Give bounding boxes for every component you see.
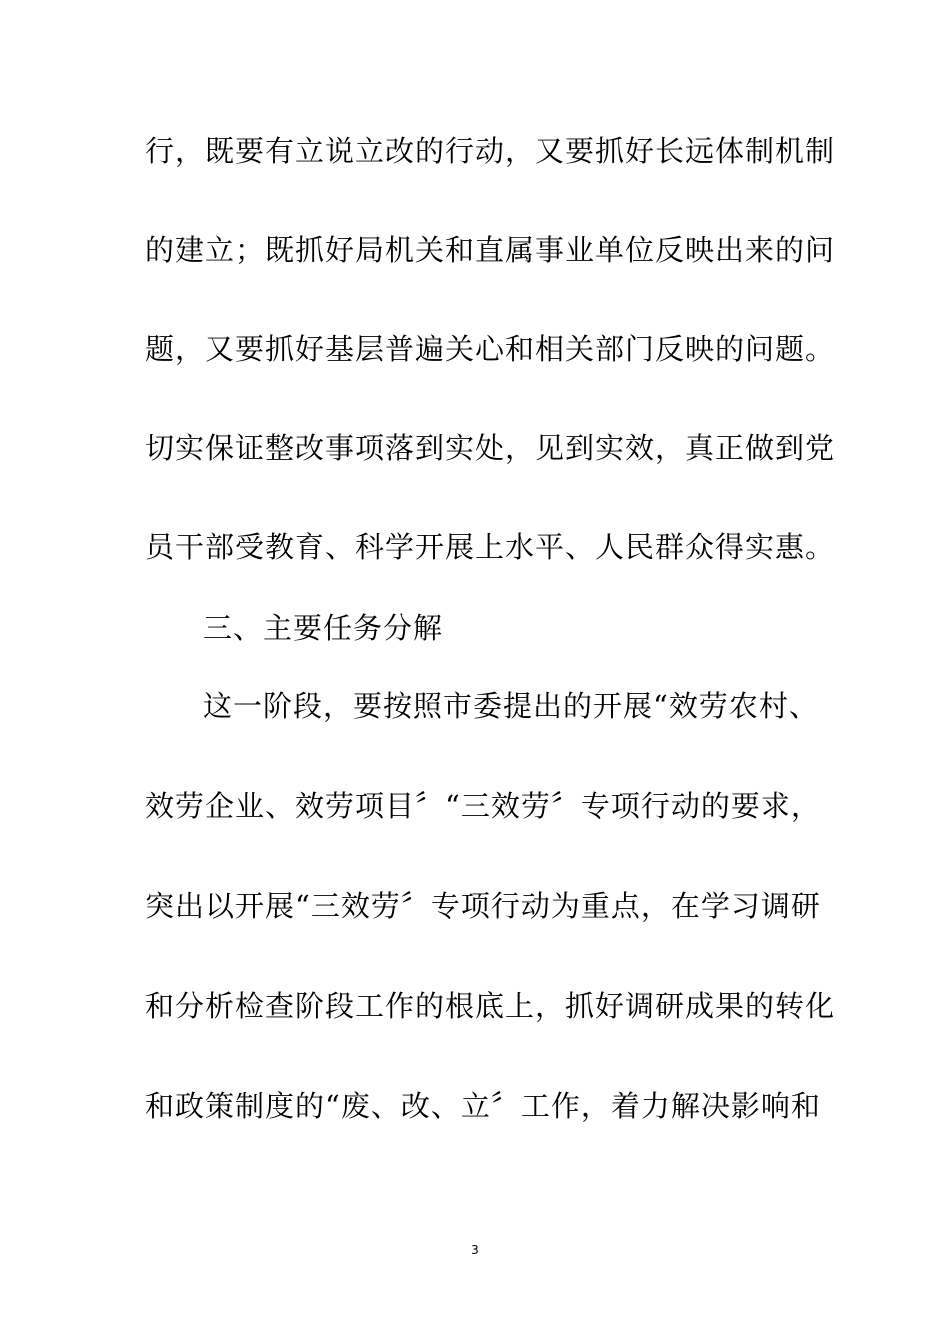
body-text-line-7: 这一阶段，要按照市委提出的开展“效劳农村、 bbox=[203, 689, 819, 723]
body-text-line-3: 题，又要抓好基层普遍关心和相关部门反映的问题。 bbox=[145, 332, 836, 366]
section-heading: 三、主要任务分解 bbox=[203, 611, 444, 645]
body-text-line-1: 行，既要有立说立改的行动，又要抓好长远体制机制 bbox=[145, 134, 836, 168]
page-number: 3 bbox=[471, 1243, 479, 1257]
body-text-line-11: 和政策制度的“废、改、立〞工作，着力解决影响和 bbox=[145, 1089, 821, 1123]
body-text-line-10: 和分析检查阶段工作的根底上，抓好调研成果的转化 bbox=[145, 989, 836, 1023]
body-text-line-8: 效劳企业、效劳项目〞“三效劳〞专项行动的要求， bbox=[145, 789, 821, 823]
body-text-line-5: 员干部受教育、科学开展上水平、人民群众得实惠。 bbox=[145, 530, 836, 564]
body-text-line-9: 突出以开展“三效劳〞专项行动为重点，在学习调研 bbox=[145, 889, 821, 923]
body-text-line-4: 切实保证整改事项落到实处，见到实效，真正做到党 bbox=[145, 431, 836, 465]
body-text-line-2: 的建立；既抓好局机关和直属事业单位反映出来的问 bbox=[145, 233, 836, 267]
